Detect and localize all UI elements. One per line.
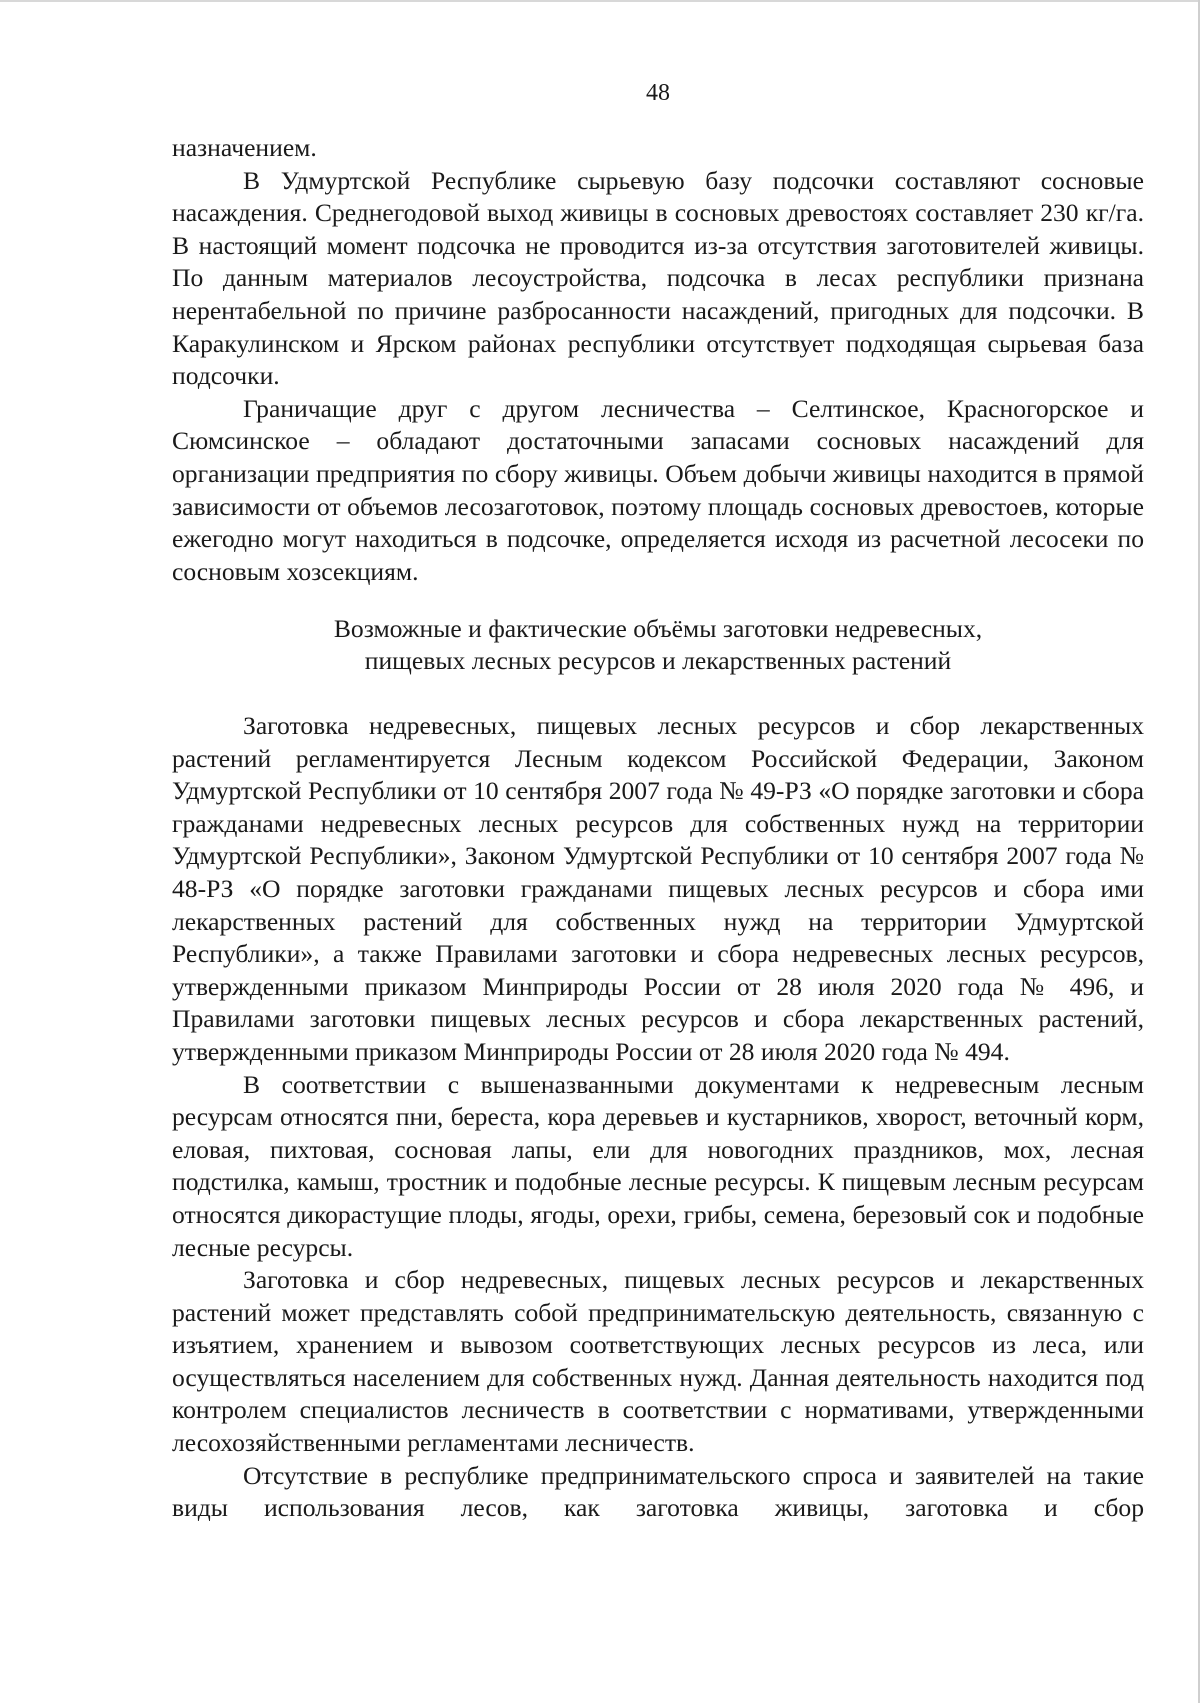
bottom-text-block bbox=[172, 710, 1144, 1525]
paragraph-continuation: назначением. bbox=[172, 133, 317, 162]
paragraph-neighbor-forestries: Граничащие друг с другом лесничества – Селтинское, Красногорское и Сюмсинское – обладают достаточными запасами сосновых насаждений для организации предприятия по сбору живицы. Объем добычи живицы находится в прямой зависимости от объемов лесозаготовок, поэтому площадь сосновых древостоев, которые ежегодно могут находиться в подсочке, определяется исходя из расчетной лесосеки по сосновым хозсекциям. bbox=[172, 393, 1144, 586]
section-heading-line-1: Возможные и фактические объёмы заготовки недревесных, bbox=[333, 614, 983, 643]
paragraph-harvesting-activity: Заготовка и сбор недревесных, пищевых лесных ресурсов и лекарственных растений может представлять собой предпринимательскую деятельность, связанную с изъятием, хранением и вывозом соответствующих лесных ресурсов из леса, или осуществляться населением для собственных нужд. Данная деятельность находится под контролем специалистов лесничеств в соответствии с нормативами, утвержденными лесохозяйственными регламентами лесничеств. bbox=[172, 1265, 1144, 1458]
top-text-block bbox=[172, 132, 1144, 588]
paragraph-resource-types: В соответствии с вышеназванными документами к недревесным лесным ресурсам относятся пни, береста, кора деревьев и кустарников, хворост, веточный корм, еловая, пихтовая, сосновая лапы, ели для новогодних праздников, мох, лесная подстилка, камыш, тростник и подобные лесные ресурсы. К пищевым лесным ресурсам относятся дикорастущие плоды, ягоды, орехи, грибы, семена, березовый сок и подобные лесные ресурсы. bbox=[172, 1069, 1144, 1262]
paragraph-demand: Отсутствие в республике предпринимательского спроса и заявителей на такие виды использования лесов, как заготовка живицы, заготовка и сбор bbox=[172, 1460, 1144, 1523]
section-heading-line-2: пищевых лесных ресурсов и лекарственных растений bbox=[364, 646, 952, 675]
paragraph-resin-base: В Удмуртской Республике сырьевую базу подсочки составляют сосновые насаждения. Среднегодовой выход живицы в сосновых древостоях составляет 230 кг/га. В настоящий момент подсочка не проводится из-за отсутствия заготовителей живицы. По данным материалов лесоустройства, подсочка в лесах республики признана нерентабельной по причине разбросанности насаждений, пригодных для подсочки. В Каракулинском и Ярском районах республики отсутствует подходящая сырьевая база подсочки. bbox=[172, 165, 1144, 391]
page-number: 48 bbox=[646, 80, 670, 106]
scan-border-top bbox=[0, 0, 1200, 2]
section-heading bbox=[172, 613, 1144, 677]
paragraph-regulation: Заготовка недревесных, пищевых лесных ресурсов и сбор лекарственных растений регламентируется Лесным кодексом Российской Федерации, Законом Удмуртской Республики от 10 сентября 2007 года № 49-РЗ «О порядке заготовки и сбора гражданами недревесных лесных ресурсов для собственных нужд на территории Удмуртской Республики», Законом Удмуртской Республики от 10 сентября 2007 года № 48-РЗ «О порядке заготовки гражданами пищевых лесных ресурсов и сбора ими лекарственных растений для собственных нужд на территории Удмуртской Республики», а также Правилами заготовки и сбора недревесных лесных ресурсов, утвержденными приказом Минприроды России от 28 июля 2020 года № 496, и Правилами заготовки пищевых лесных ресурсов и сбора лекарственных растений, утвержденными приказом Минприроды России от 28 июля 2020 года № 494. bbox=[172, 711, 1144, 1066]
